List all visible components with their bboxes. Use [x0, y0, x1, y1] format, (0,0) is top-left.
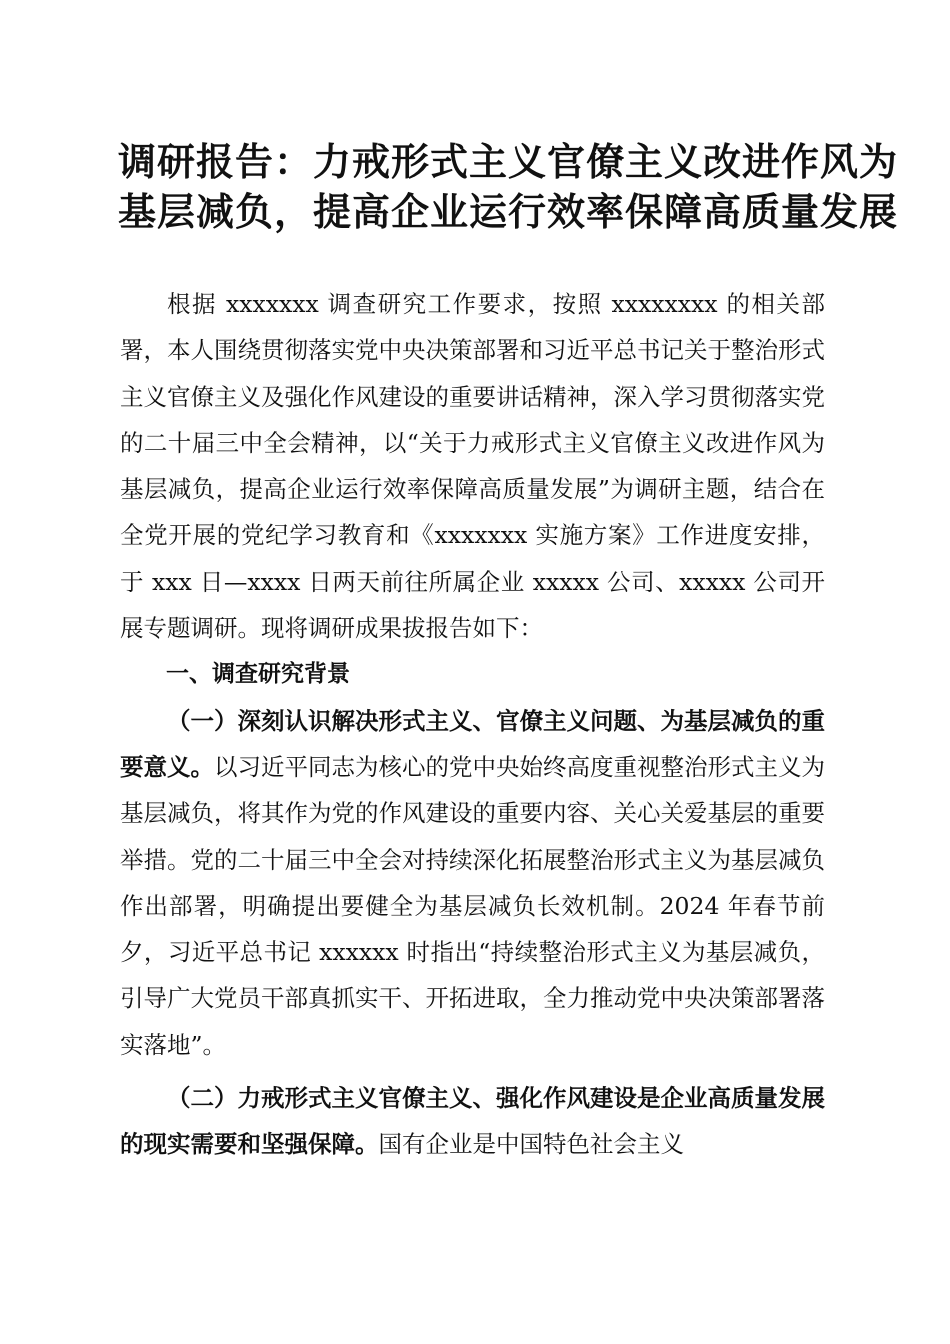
paragraph-2-lead: （二）力戒形式主义官僚主义、强化作风建设是企业高质量发展的现实需要和坚强保障。 [120, 1084, 825, 1159]
document-title [118, 137, 899, 237]
document-body [120, 281, 825, 1168]
paragraph-2-body: 国有企业是中国特色社会主义 [378, 1130, 684, 1159]
paragraph-1-body: 以习近平同志为核心的党中央始终高度重视整治形式主义为基层减负，将其作为党的作风建设的重要内容、关心关爱基层的重要举措。党的二十届三中全会对持续深化拓展整治形式主义为基层减负作出部署，明确提出要健全为基层减负长效机制。2024 年春节前夕，习近平总书记 xxxxxx 时指出“持续整治形式主义为基层减负，引导广大党员干部真抓实干、开拓进取，全力推动党中央决策部署落实落地”。 [120, 752, 825, 1059]
section-heading: 一、调查研究背景 [166, 661, 350, 688]
paragraph-2 [120, 1075, 825, 1168]
title-line-1: 调研报告：力戒形式主义官僚主义改进作风为 [118, 139, 899, 184]
paragraph-1-lead: （一）深刻认识解决形式主义、官僚主义问题、为基层减负的重要意义。 [120, 706, 825, 781]
paragraph-1 [120, 698, 825, 1068]
title-line-2: 基层减负，提高企业运行效率保障高质量发展 [118, 189, 899, 234]
intro-paragraph: 根据 xxxxxxx 调查研究工作要求，按照 xxxxxxxx 的相关部署，本人围绕贯彻落实党中央决策部署和习近平总书记关于整治形式主义官僚主义及强化作风建设的重要讲话精神，深入学习贯彻落实党的二十届三中全会精神，以“关于力戒形式主义官僚主义改进作风为基层减负，提高企业运行效率保障高质量发展”为调研主题，结合在全党开展的党纪学习教育和《xxxxxxx 实施方案》工作进度安排，于 xxx 日—xxxx 日两天前往所属企业 xxxxx 公司、xxxxx 公司开展专题调研。现将调研成果拔报告如下： [120, 290, 825, 643]
